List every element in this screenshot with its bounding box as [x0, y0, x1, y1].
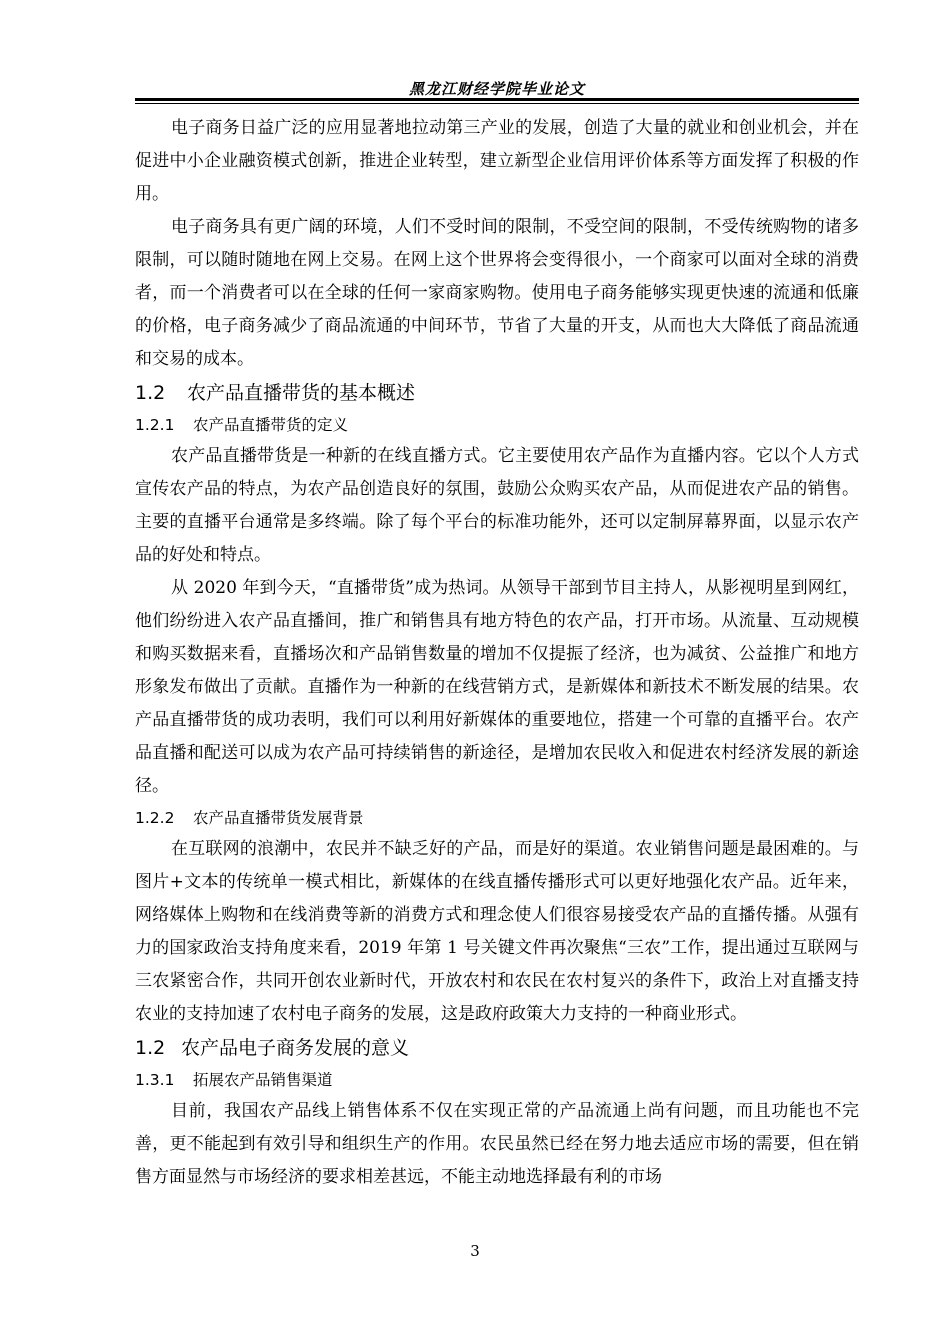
paragraph: 在互联网的浪潮中，农民并不缺乏好的产品，而是好的渠道。农业销售问题是最困难的。与图片+文本的传统单一模式相比，新媒体的在线直播传播形式可以更好地强化农产品。近年来，网络媒体上购物和在线消费等新的消费方式和理念使人们很容易接受农产品的直播传播。从强有力的国家政治支持角度来看，2019 年第 1 号关键文件再次聚焦“三农”工作，提出通过互联网与三农紧密合作，共同开创农业新时代，开放农村和农民在农村复兴的条件下，政治上对直播支持农业的支持加速了农村电子商务的发展，这是政府政策大力支持的一种商业形式。 — [135, 839, 859, 1024]
subsection-title: 农产品直播带货的定义 — [193, 416, 349, 434]
section-title: 农产品电子商务发展的意义 — [181, 1037, 410, 1059]
subsection-heading-1-2-2 — [135, 803, 859, 833]
section-heading-1-2 — [135, 376, 859, 410]
page-number: 3 — [470, 1242, 480, 1260]
paragraph: 从 2020 年到今天，“直播带货”成为热词。从领导干部到节目主持人，从影视明星到网红，他们纷纷进入农产品直播间，推广和销售具有地方特色的农产品，打开市场。从流量、互动规模和购买数据来看，直播场次和产品销售数量的增加不仅提振了经济，也为减贫、公益推广和地方形象发布做出了贡献。直播作为一种新的在线营销方式，是新媒体和新技术不断发展的结果。农产品直播带货的成功表明，我们可以利用好新媒体的重要地位，搭建一个可靠的直播平台。农产品直播和配送可以成为农产品可持续销售的新途径，是增加农民收入和促进农村经济发展的新途径。 — [135, 578, 859, 796]
subsection-number: 1.3.1 — [135, 1071, 175, 1089]
paragraph: 目前，我国农产品线上销售体系不仅在实现正常的产品流通上尚有问题，而且功能也不完善，更不能起到有效引导和组织生产的作用。农民虽然已经在努力地去适应市场的需要，但在销售方面显然与市场经济的要求相差甚远，不能主动地选择最有利的市场 — [135, 1101, 859, 1187]
paragraph: 电子商务具有更广阔的环境，人们不受时间的限制，不受空间的限制，不受传统购物的诸多限制，可以随时随地在网上交易。在网上这个世界将会变得很小，一个商家可以面对全球的消费者，而一个消费者可以在全球的任何一家商家购物。使用电子商务能够实现更快速的流通和低廉的价格，电子商务减少了商品流通的中间环节，节省了大量的开支，从而也大大降低了商品流通和交易的成本。 — [135, 217, 859, 369]
header-rule-thick — [135, 98, 859, 101]
page-header-title: 黑龙江财经学院毕业论文 — [408, 80, 585, 98]
subsection-title: 农产品直播带货发展背景 — [193, 809, 364, 827]
subsection-heading-1-2-1 — [135, 410, 859, 440]
subsection-heading-1-3-1 — [135, 1065, 859, 1095]
paragraph: 农产品直播带货是一种新的在线直播方式。它主要使用农产品作为直播内容。它以个人方式宣传农产品的特点，为农产品创造良好的氛围，鼓励公众购买农产品，从而促进农产品的销售。主要的直播平台通常是多终端。除了每个平台的标准功能外，还可以定制屏幕界面，以显示农产品的好处和特点。 — [135, 446, 859, 565]
subsection-title: 拓展农产品销售渠道 — [193, 1071, 333, 1089]
section-number: 1.2 — [135, 382, 166, 404]
section-number: 1.2 — [135, 1037, 166, 1059]
subsection-number: 1.2.2 — [135, 809, 175, 827]
section-heading-1-3 — [135, 1031, 859, 1065]
subsection-number: 1.2.1 — [135, 416, 175, 434]
paragraph: 电子商务日益广泛的应用显著地拉动第三产业的发展，创造了大量的就业和创业机会，并在促进中小企业融资模式创新，推进企业转型，建立新型企业信用评价体系等方面发挥了积极的作用。 — [135, 118, 859, 204]
document-body — [135, 112, 859, 1194]
section-title: 农产品直播带货的基本概述 — [187, 382, 416, 404]
header-rule-thin — [135, 103, 859, 104]
